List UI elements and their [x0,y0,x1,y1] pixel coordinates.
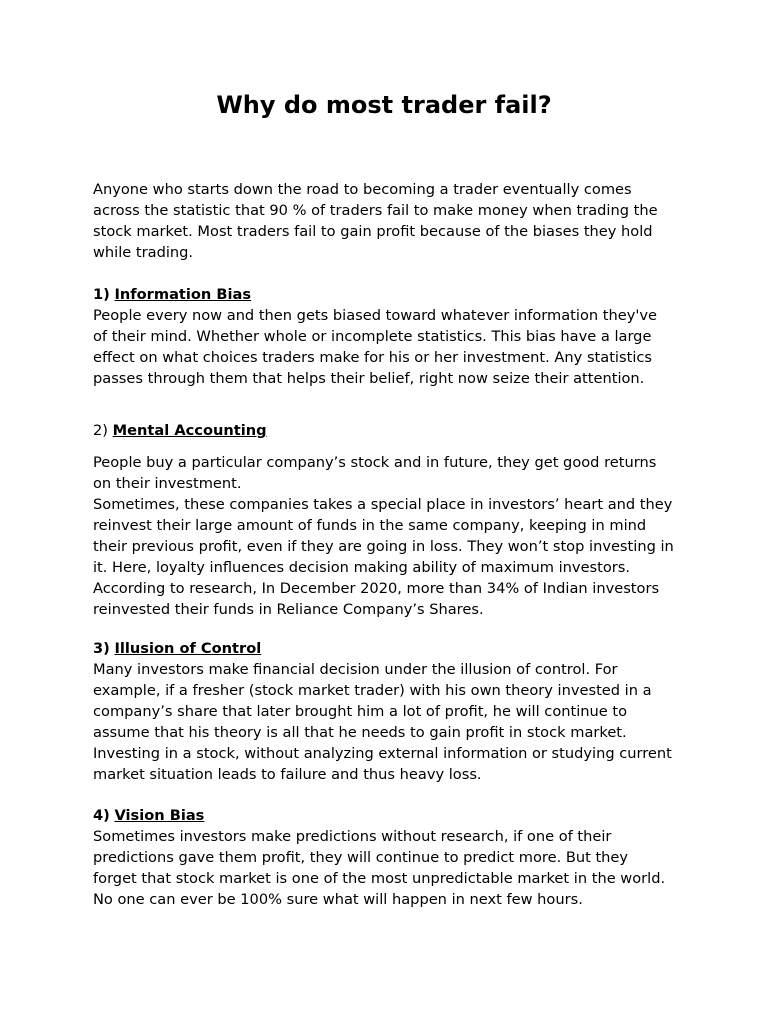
intro-line: stock market. Most traders fail to gain profit because of the biases they hold [93,223,653,240]
section-body-line: company’s share that later brought him a lot of profit, he will continue to [93,703,628,720]
section-body-line: assume that his theory is all that he needs to gain profit in stock market. [93,724,627,741]
section-number: 1) [93,286,110,303]
section-number: 2) [93,422,108,439]
section-number: 4) [93,807,110,824]
section-heading [93,284,693,305]
section-body-line: passes through them that helps their belief, right now seize their attention. [93,370,645,387]
section-body-line: market situation leads to failure and thus heavy loss. [93,766,482,783]
section-body-line: No one can ever be 100% sure what will happen in next few hours. [93,891,583,908]
section-title: Information Bias [114,286,252,303]
section-vision-bias [93,805,693,910]
section-mental-accounting [93,420,693,441]
intro-line: Anyone who starts down the road to becoming a trader eventually comes [93,181,632,198]
intro-paragraph [93,179,693,263]
document-title: Why do most trader fail? [216,91,552,119]
section-title: Vision Bias [114,807,205,824]
section-information-bias [93,284,693,389]
section-heading [93,805,693,826]
section-heading [93,420,693,441]
section-body-line: of their mind. Whether whole or incomplete statistics. This bias have a large [93,328,652,345]
section-body-line: Investing in a stock, without analyzing external information or studying current [93,745,672,762]
section-body-line: their previous profit, even if they are going in loss. They won’t stop investing in [93,538,674,555]
intro-line: across the statistic that 90 % of traders fail to make money when trading the [93,202,658,219]
section-heading [93,638,693,659]
section-body-line: effect on what choices traders make for his or her investment. Any statistics [93,349,652,366]
section-body-line: example, if a fresher (stock market trader) with his own theory invested in a [93,682,652,699]
section-body-line: forget that stock market is one of the most unpredictable market in the world. [93,870,666,887]
section-body-line: predictions gave them profit, they will continue to predict more. But they [93,849,629,866]
section-number: 3) [93,640,110,657]
section-body-line: it. Here, loyalty influences decision making ability of maximum investors. [93,559,631,576]
section-body-line: reinvested their funds in Reliance Company’s Shares. [93,601,484,618]
section-body-line: Many investors make financial decision under the illusion of control. For [93,661,618,678]
intro-line: while trading. [93,244,194,261]
section-illusion-of-control [93,638,693,785]
section-mental-accounting-body [93,452,693,620]
section-body-line: Sometimes, these companies takes a special place in investors’ heart and they [93,496,673,513]
section-title: Mental Accounting [112,422,267,439]
section-body-line: Sometimes investors make predictions without research, if one of their [93,828,612,845]
section-body-line: reinvest their large amount of funds in the same company, keeping in mind [93,517,647,534]
section-body-line: According to research, In December 2020, more than 34% of Indian investors [93,580,660,597]
section-title: Illusion of Control [114,640,262,657]
section-body-line: People buy a particular company’s stock and in future, they get good returns [93,454,657,471]
section-body-line: People every now and then gets biased toward whatever information they've [93,307,657,324]
section-body-line: on their investment. [93,475,242,492]
